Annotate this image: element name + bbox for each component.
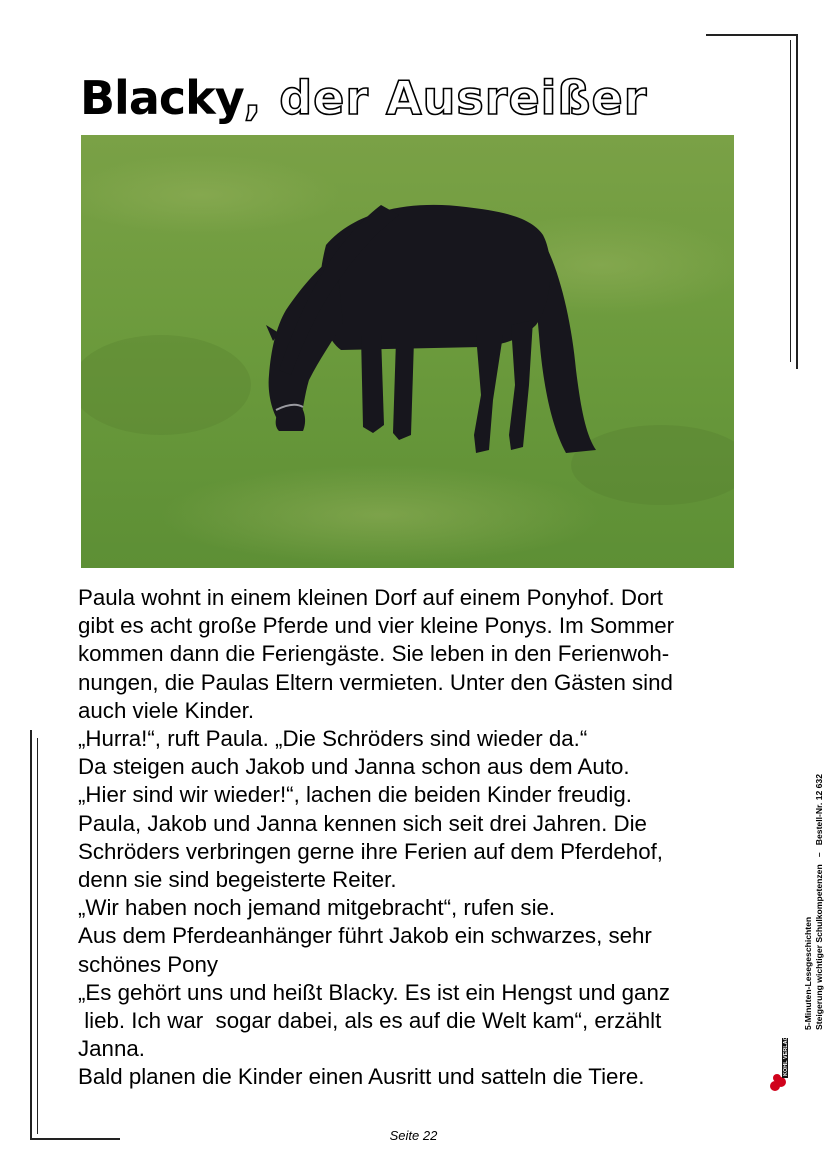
story-line: „Wir haben noch jemand mitgebracht“, rufen sie.: [78, 895, 556, 921]
story-line: nungen, die Paulas Eltern vermieten. Unter den Gästen sind: [78, 669, 673, 695]
frame-top-right-v-inner: [790, 40, 791, 362]
sidebar-series-title: 5-Minuten-Lesegeschichten: [803, 916, 813, 1030]
story-line: Janna.: [78, 1036, 145, 1062]
story-line: kommen dann die Feriengäste. Sie leben in den Ferienwoh-: [78, 641, 670, 667]
frame-top-right-v: [796, 34, 798, 369]
story-line: Schröders verbringen gerne ihre Ferien auf dem Pferdehof,: [78, 838, 663, 864]
title-outline: , der Ausreißer: [243, 71, 648, 125]
story-line: auch viele Kinder.: [78, 697, 255, 723]
story-line: Paula wohnt in einem kleinen Dorf auf einem Ponyhof. Dort: [78, 585, 663, 610]
story-line: Bald planen die Kinder einen Ausritt und satteln die Tiere.: [78, 1064, 645, 1090]
pony-photo: [81, 135, 734, 568]
story-line: lieb. Ich war sogar dabei, als es auf die Welt kam“, erzählt: [78, 1008, 662, 1034]
grass-patch: [161, 465, 601, 565]
story-line: „Hurra!“, ruft Paula. „Die Schröders sind wieder da.“: [78, 726, 588, 752]
logo-text: KOHL VERLAG: [783, 1036, 789, 1076]
story-line: denn sie sind begeisterte Reiter.: [78, 867, 397, 893]
story-line: Paula, Jakob und Janna kennen sich seit drei Jahren. Die: [78, 810, 647, 836]
title-bold: Blacky: [80, 71, 244, 125]
frame-top-right-h: [706, 34, 798, 36]
frame-bottom-left-v-inner: [37, 738, 38, 1134]
page-title: [80, 68, 647, 128]
pony-photo-icon: [81, 135, 734, 568]
story-line: gibt es acht große Pferde und vier kleine Ponys. Im Sommer: [78, 613, 675, 639]
story-line: „Hier sind wir wieder!“, lachen die beiden Kinder freudig.: [78, 782, 632, 808]
story-line: Da steigen auch Jakob und Janna schon aus dem Auto.: [78, 754, 630, 780]
story-text: [78, 584, 758, 1092]
publisher-logo-icon: [768, 1036, 790, 1094]
publisher-sidebar: [803, 774, 825, 1030]
story-line: schönes Pony: [78, 951, 219, 977]
kohl-verlag-logo: [768, 1036, 790, 1094]
page-number: Seite 22: [389, 1128, 438, 1143]
story-line: Aus dem Pferdeanhänger führt Jakob ein schwarzes, sehr: [78, 923, 652, 949]
frame-bottom-left-v: [30, 730, 32, 1140]
sidebar-subtitle: Steigerung wichtiger Schulkompetenzen – Bestell-Nr. 12 632: [814, 774, 824, 1030]
story-line: „Es gehört uns und heißt Blacky. Es ist ein Hengst und ganz: [78, 979, 671, 1005]
